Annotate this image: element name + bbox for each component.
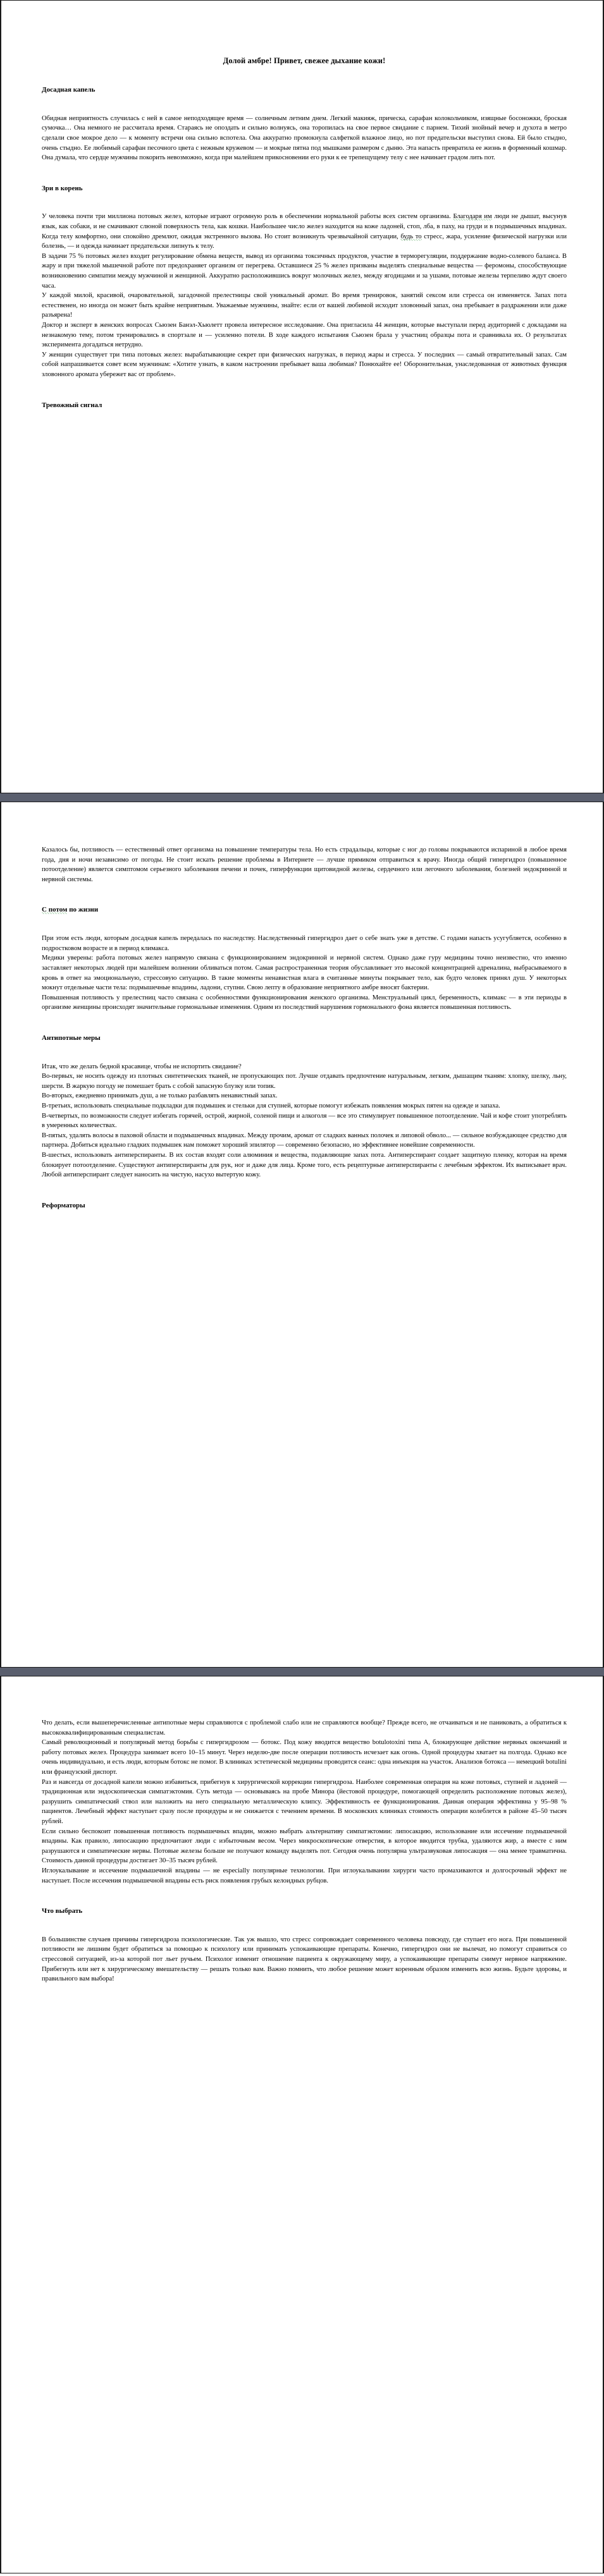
section-heading-text: Досадная капель	[42, 86, 96, 94]
page-title: Долой амбре! Привет, свежее дыхание кожи!	[223, 56, 386, 65]
body-paragraph: У женщин существует три типа потовых желез: вырабатывающие секрет при физических нагрузках, в период жары и стресса. У последних — самый отвратительный запах. Сам собой напрашивается совет всем мужчинам: «Хотите узнать, в каком настроении пребывает ваша любимая? Понюхайте ее! Оборонительная, унаследованная от животных функция зловонного аромата убережет вас от проблем».	[42, 351, 567, 378]
body-paragraph: Доктор и эксперт в женских вопросах Сьюзен Банэл-Хьюлетт провела интересное исследование. Она пригласила 44 женщин, которые выступали перед аудиторией с докладами на незнакомую тему, потом тренировались в спортзале и — усиленно потели. В ходе каждого испытания Сьюзен брала у участниц образцы пота и сравнивала их. О результатах эксперимента догадаться нетрудно.	[42, 322, 567, 349]
body-paragraph: Раз и навсегда от досадной капели можно избавиться, прибегнув к хирургической коррекции гипергидроза. Наиболее современная операция на коже потовых, ступней и ладоней — традиционная или эндоскопическая симпатэктомия. Суть метода — основываясь на пробе Минора (йестовой процедуре, помогающей определить расположение потовых желез), разрушить симпатический ствол или наложить на него специальную металлическую клипсу. Эффективность ее функционирования. Данная операция эффективна у 95–98 % пациентов. Лечебный эффект наступает сразу после процедуры и не снижается с течением времени. В московских клиниках стоимость операции колеблется в районе 45–50 тысяч рублей.	[42, 1778, 567, 1825]
paragraph-spacer	[42, 894, 567, 903]
section-heading	[42, 1032, 567, 1053]
document-page-2	[0, 802, 604, 1668]
page-1-content	[1, 1, 603, 420]
body-paragraph: Обидная неприятность случилась с ней в самое неподходящее время — солнечным летним днем. Легкий макияж, прическа, сарафан колокольчиком, изящные босоножки, броская сумочка… Она немного не рассчитала время. Стараясь не опоздать и сильно волнуясь, она торопилась на свое первое свидание с парнем. Тихий знойный вечер и духота в метро сделали свое мокрое дело — к моменту встречи она сильно вспотела. Она аккуратно промокнула салфеткой влажное лицо, но пот предательски выступил снова. Ей было стыдно, очень стыдно. Ее любимый сарафан песочного цвета с нежным кружевом — и мокрые пятна под мышками размером с дыню. Эта напасть превратила ее жизнь в форменный кошмар. Она думала, что сердце мужчины покорить невозможно, когда при малейшем прикосновении его руки к ее трепещущему телу с нее начинает градом лить пот.	[42, 114, 567, 162]
section-heading-text: Что выбрать	[42, 1907, 83, 1915]
body-paragraph: В большинстве случаев причины гипергидроза психологические. Так уж вышло, что стресс сопровождает современного человека повсюду, где ступает его нога. При повышенной потливости не лишним будет обратиться за помощью к психологу или принимать успокаивающие препараты. Конечно, гипергидроз они не вылечат, но помогут справиться со стрессовой ситуацией, из-за которой пот льет ручьем. Психолог изменит отношение пациента к окружающему миру, а успокаивающие препараты снимут нервное напряжение. Прибегнуть или нет к хирургическому вмешательству — решать только вам. Важно помнить, что любое решение может коренным образом изменить всю жизнь. Будьте здоровы, и правильного вам выбора!	[42, 1936, 567, 1983]
page-separator-2	[0, 1668, 604, 1676]
section-heading	[42, 399, 567, 420]
section-heading-text: Тревожный сигнал	[42, 401, 102, 409]
section-heading	[42, 903, 567, 925]
page-1-blocks	[42, 83, 567, 420]
body-paragraph: У каждой милой, красивой, очаровательной, загадочной прелестницы свой уникальный аромат. Во время тренировок, занятий сексом или стресса он изменяется. Запах пота естественен, но иногда он может быть крайне неприятным. Уважаемые мужчины, знайте: если от вашей любимой исходит зловонный запах, она пребывает в раздражении или даже разъярена!	[42, 292, 567, 319]
body-paragraph: В задачи 75 % потовых желез входит регулирование обмена веществ, вывод из организма токсичных продуктов, участие в терморегуляции, поддержание водно-солевого баланса. В жару и при тяжелой мышечной работе пот предохраняет организм от перегрева. Оставшиеся 25 % желез призваны выделять специальные вещества — феромоны, способствующие возникновению симпатии между мужчиной и женщиной. Аккуратно расположившись вокруг молочных желез, между ягодицами и за ушами, потовые железы терпеливо ждут своего часа.	[42, 252, 567, 290]
body-paragraph: У человека почти три миллиона потовых желез, которые играют огромную роль в обеспечении нормальной работы всех систем организма. Благодаря им люди не дышат, высунув язык, как собаки, и не смачивают слюной поверхность тела, как кошки. Наибольшее число желез находится на коже ладоней, стоп, лба, в паху, на груди и в подмышечных впадинах. Когда телу комфортно, они спокойно дремлют, ожидая экстренного вызова. Но стоит возникнуть чрезвычайной ситуации, будь то стресс, жара, усиление физической нагрузки или болезнь, — и одежда начинает предательски липнуть к телу.	[42, 213, 567, 250]
page-2-content	[1, 802, 603, 1221]
section-heading-text: Реформаторы	[42, 1201, 85, 1209]
body-paragraph: При этом есть люди, которым досадная капель передалась по наследству. Наследственный гипергидроз дает о себе знать уже в детстве. С годами напасть усугубляется, особенно в подростковом возрасте и в период климакса.	[42, 935, 567, 952]
body-paragraph: Иглоукалывание и иссечение подмышечной впадины — не especially популярные технологии. При иглоукалывании хирурги часто промахиваются и долгосрочный эффект не наступает. После иссечения подмышечной впадины есть риск появления грубых келоидных рубцов.	[42, 1867, 567, 1884]
document-page-3	[0, 1676, 604, 2573]
page-2-blocks	[42, 845, 567, 1221]
paragraph-spacer	[42, 173, 567, 182]
section-heading-text: Зри в корень	[42, 184, 83, 192]
body-paragraph: В-четвертых, по возможности следует избегать горячей, острой, жирной, соленой пищи и алкоголя — все это стимулирует повышенное потоотделение. Чай и кофе стоит употреблять в умеренных количествах.	[42, 1112, 567, 1130]
paragraph-spacer	[42, 389, 567, 399]
page-3-content	[1, 1676, 603, 1984]
body-paragraph: Во-вторых, ежедневно принимать душ, а не только разбавлять ненавистный запах.	[42, 1092, 278, 1100]
body-paragraph: В-третьих, использовать специальные подкладки для подмышек и стельки для ступней, которые помогут избежать появления мокрых пятен на одежде и запаха.	[42, 1102, 500, 1109]
paragraph-spacer	[42, 1022, 567, 1032]
section-heading	[42, 1199, 567, 1221]
body-paragraph: Самый революционный и популярный метод борьбы с гипергидрозом — ботокс. Под кожу вводится вещество botulotoxini типа A, блокирующее действие нервных окончаний и работу потовых желез. Процедура занимает всего 10–15 минут. Через неделю-две после операции потливость исчезает как огонь. Одной процедуры хватает на полгода. Однако все очень индивидуально, и есть люди, которым ботокс не помог. В клиниках эстетической медицины проводится сеанс: одна инъекция на участок. Анализов ботокса — немецкий botulini или французский диспорт.	[42, 1739, 567, 1776]
body-paragraph: В-шестых, использовать антиперспиранты. В их состав входят соли алюминия и вещества, подавляющие запах пота. Антиперспирант создает защитную пленку, которая на время блокирует потоотделение. Существуют антиперспиранты для рук, ног и даже для лица. Кроме того, есть рецептурные антиперспиранты с лечебным эффектом. Их выписывает врач. Любой антиперспирант следует наносить на чистую, насухо вытертую кожу.	[42, 1151, 567, 1179]
body-paragraph: Что делать, если вышеперечисленные антипотные меры справляются с проблемой слабо или не справляются вообще? Прежде всего, не отчаиваться и не паниковать, а обратиться к высококвалифицированным специалистам.	[42, 1719, 567, 1737]
body-paragraph: Медики уверены: работа потовых желез напрямую связана с функционированием эндокринной и нервной систем. Однако даже гуру медицины точно неизвестно, что именно заставляет некоторых людей при малейшем волнении обливаться потом. Самая распространенная теория обуславливает это высокой концентрацией адреналина, выбрасываемого в кровь в ответ на эмоциональную, стрессовую ситуацию. В такие моменты ненавистная влага в считанные минуты покрывает тело, как будто человек принял душ. У некоторых мокнут отдельные части тела: подмышечные впадины, ладони, ступни. Свою лепту в образование неприятного амбре вносят бактерии.	[42, 955, 567, 992]
section-heading-text: С потом по жизни	[42, 906, 99, 914]
body-paragraph: Повышенная потливость у прелестниц часто связана с особенностями функционирования женского организма. Менструальный цикл, беременность, климакс — в эти периоды в организме женщины происходят значительные гормональные изменения. Одним из последствий нарушения гормонального фона является повышенная потливость.	[42, 994, 567, 1011]
section-heading-text: Антипотные меры	[42, 1034, 101, 1042]
body-paragraph: Во-первых, не носить одежду из плотных синтетических тканей, не пропускающих пот. Лучше отдавать предпочтение натуральным, легким, дышащим тканям: хлопку, шелку, льну, шерсти. В жаркую погоду не помешает брать с собой запасную блузку или топик.	[42, 1073, 567, 1090]
paragraph-spacer	[42, 1895, 567, 1905]
page-separator-1	[0, 793, 604, 802]
body-paragraph: Казалось бы, потливость — естественный ответ организма на повышение температуры тела. Но есть страдальцы, которые с ног до головы покрываются испариной в любое время года, дня и ночи независимо от погоды. Не стоит искать решение проблемы в Интернете — лучше прямиком отправиться к врачу. Иногда общий гипергидроз (повышенное потоотделение) является симптомом серьезного заболевания печени и почек, гиперфункции щитовидной железы, сердечного или легочного заболевания, болезней эндокринной и нервной системы.	[42, 846, 567, 883]
body-paragraph: Итак, что же делать бедной красавице, чтобы не испортить свидание?	[42, 1063, 242, 1070]
body-paragraph: В-пятых, удалять волосы в паховой области и подмышечных впадинах. Между прочим, аромат от сладких ванных полочек и липовой обволо... — сильное возбуждающее средство для партнера. Добиться идеально гладких подмышек нам поможет хороший эпилятор — современно безопасно, но эффективнее новейшие современности.	[42, 1132, 567, 1149]
paragraph-spacer	[42, 1190, 567, 1199]
page-3-blocks	[42, 1718, 567, 1984]
section-heading	[42, 1905, 567, 1926]
section-heading	[42, 83, 567, 105]
section-heading	[42, 182, 567, 204]
body-paragraph: Если сильно беспокоит повышенная потливость подмышечных впадин, можно выбрать альтернативу симпатэктомии: липосакцию, использование или иссечение подмышечной впадины. Как правило, липосакцию предпочитают люди с избыточным весом. Через микроскопические отверстия, в которое вводится трубка, удаляются жир, а вместе с ним разрушаются и симпатические нервы. Потовые железы больше не получают команду выделять пот. Сегодня очень популярна ультразвуковая липосакция — она менее травматична. Стоимость данной процедуры достигает 30–35 тысяч рублей.	[42, 1828, 567, 1865]
document-page-1	[0, 0, 604, 793]
